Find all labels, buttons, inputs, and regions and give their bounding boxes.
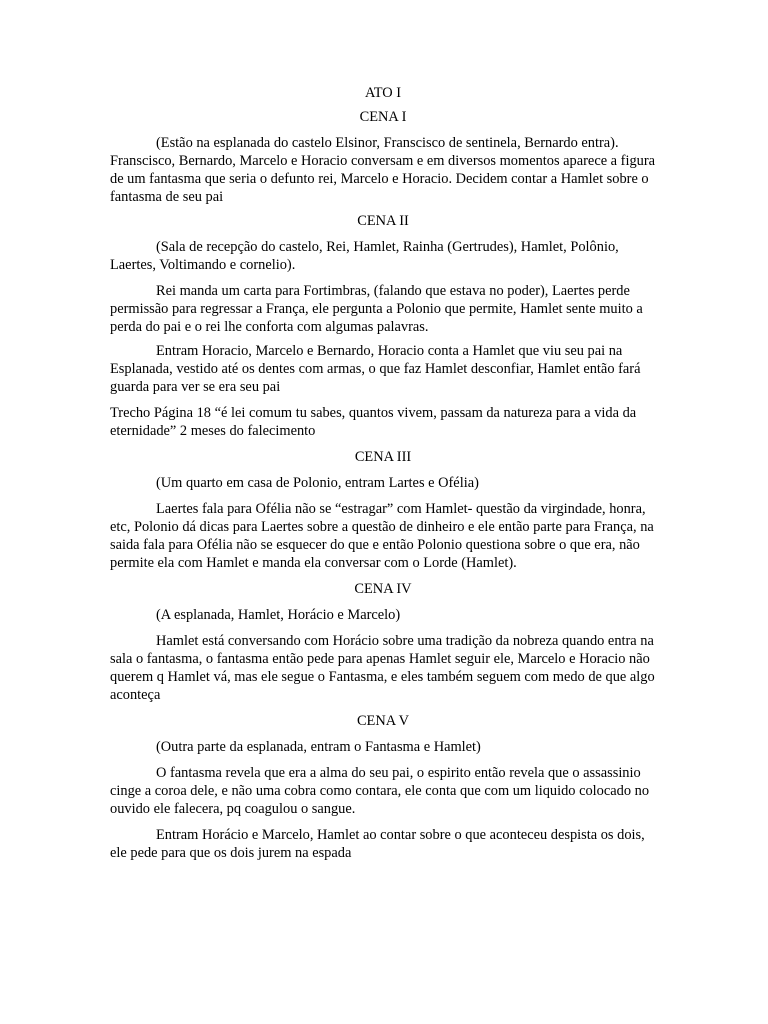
scene-3-paragraph-1: (Um quarto em casa de Polonio, entram Lartes e Ofélia) [156,475,479,491]
scene-2-paragraph-2: Rei manda um carta para Fortimbras, (falando que estava no poder), Laertes perde permissão para regressar a França, ele pergunta a Polonio que permite, Hamlet sente muito a perda do pai e o rei lhe conforta com algumas palavras. [110,283,643,335]
scene-2-quote: Trecho Página 18 “é lei comum tu sabes, quantos vivem, passam da natureza para a vida da eternidade” 2 meses do falecimento [110,405,637,439]
scene-5-paragraph-1: (Outra parte da esplanada, entram o Fantasma e Hamlet) [156,739,481,755]
scene-1-title: CENA I [359,109,407,125]
scene-4-paragraph-1: (A esplanada, Hamlet, Horácio e Marcelo) [156,607,401,623]
scene-5-paragraph-2: O fantasma revela que era a alma do seu pai, o espirito então revela que o assassinio cinge a coroa dele, e não uma cobra como contara, ele conta que com um liquido colocado no ouvido ele falecera, pq coagulou o sangue. [110,765,650,817]
act-title: ATO I [364,85,402,101]
scene-5-title: CENA V [356,713,410,729]
scene-2-title: CENA II [357,213,409,229]
scene-5-paragraph-3: Entram Horácio e Marcelo, Hamlet ao contar sobre o que aconteceu despista os dois, ele pede para que os dois jurem na espada [110,827,645,861]
scene-2-paragraph-3: Entram Horacio, Marcelo e Bernardo, Horacio conta a Hamlet que viu seu pai na Esplanada, vestido até os dentes com armas, o que faz Hamlet desconfiar, Hamlet então fará guarda para ver se era seu pai [110,343,641,395]
scene-3-title: CENA III [354,449,412,465]
scene-3-paragraph-2: Laertes fala para Ofélia não se “estragar” com Hamlet- questão da virgindade, honra, etc, Polonio dá dicas para Laertes sobre a questão de dinheiro e ele então parte para França, na saida fala para Ofélia não se esquecer do que e então Polonio questiona sobre o que era, não permite ela com Hamlet e manda ela conversar com o Lorde (Hamlet). [110,501,654,571]
scene-1-paragraph: (Estão na esplanada do castelo Elsinor, Franscisco de sentinela, Bernardo entra). Franscisco, Bernardo, Marcelo e Horacio conversam e em diversos momentos aparece a figura de um fantasma que seria o defunto rei, Marcelo e Horacio. Decidem contar a Hamlet sobre o fantasma de seu pai [110,135,656,205]
scene-4-paragraph-2: Hamlet está conversando com Horácio sobre uma tradição da nobreza quando entra na sala o fantasma, o fantasma então pede para apenas Hamlet seguir ele, Marcelo e Horacio não querem q Hamlet vá, mas ele segue o Fantasma, e eles também seguem com medo de que algo aconteça [110,633,655,703]
scene-2-paragraph-1: (Sala de recepção do castelo, Rei, Hamlet, Rainha (Gertrudes), Hamlet, Polônio, Laertes, Voltimando e cornelio). [110,239,619,273]
scene-4-title: CENA IV [354,581,412,597]
document-body [110,84,656,862]
